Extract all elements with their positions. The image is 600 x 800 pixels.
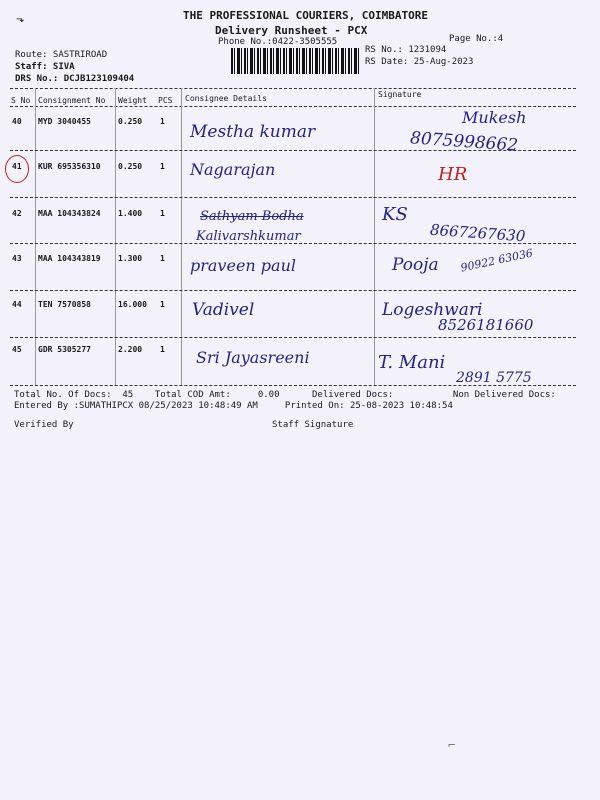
page-number: Page No.:4 xyxy=(449,34,504,44)
row-pcs: 1 xyxy=(160,300,165,309)
col-header-sno: S No xyxy=(11,96,31,105)
row-divider xyxy=(10,337,576,338)
corner-mark: ⬎ xyxy=(16,14,25,25)
row-divider xyxy=(10,290,576,291)
phone-handwriting: 8667267630 xyxy=(429,220,526,246)
row-pcs: 1 xyxy=(160,117,165,126)
phone-handwriting: 8075998662 xyxy=(409,128,519,156)
rs-number: RS No.: 1231094 xyxy=(365,45,447,55)
col-header-weight: Weight xyxy=(118,96,147,105)
col-header-consignment: Consignment No xyxy=(38,96,106,105)
row-sno: 45 xyxy=(12,345,22,354)
row-divider xyxy=(10,385,576,386)
row-weight: 1.400 xyxy=(118,209,143,218)
route: Route: SASTRIROAD xyxy=(15,50,108,60)
totals-line: Total No. Of Docs: 45 Total COD Amt: 0.00 Delivered Docs: Non Delivered Docs: xyxy=(14,390,556,400)
row-consignment: TEN 7570858 xyxy=(38,300,91,309)
row-divider xyxy=(10,150,576,151)
col-divider xyxy=(181,88,182,386)
signature-handwriting: T. Mani xyxy=(378,352,446,373)
rs-date: RS Date: 25-Aug-2023 xyxy=(365,57,474,67)
drs-number: DRS No.: DCJB123109404 xyxy=(15,74,135,84)
consignee-handwriting: Kalivarshkumar xyxy=(196,229,301,244)
row-sno: 42 xyxy=(12,209,22,218)
phone-handwriting: 8526181660 xyxy=(438,316,534,334)
document-title: Delivery Runsheet - PCX xyxy=(215,24,368,37)
col-divider xyxy=(115,88,116,386)
consignee-handwriting: Sathyam Bodha xyxy=(200,209,304,224)
verified-by-label: Verified By xyxy=(14,420,74,430)
entered-by-line: Entered By :SUMATHIPCX 08/25/2023 10:48:49 AM Printed On: 25-08-2023 10:48:54 xyxy=(14,401,453,411)
signature-handwriting: Mukesh xyxy=(462,108,527,127)
row-sno: 43 xyxy=(12,254,22,263)
row-consignment: MAA 104343819 xyxy=(38,254,101,263)
consignee-handwriting: Nagarajan xyxy=(190,160,276,179)
col-header-consignee: Consignee Details xyxy=(185,94,267,103)
row-weight: 1.300 xyxy=(118,254,143,263)
divider xyxy=(10,88,576,89)
row-pcs: 1 xyxy=(160,209,165,218)
phone-number: Phone No.:0422-3505555 xyxy=(218,37,338,47)
row-weight: 16.000 xyxy=(118,300,147,309)
row-sno: 40 xyxy=(12,117,22,126)
staff-signature-label: Staff Signature xyxy=(272,420,354,430)
row-consignment: MAA 104343824 xyxy=(38,209,101,218)
staff: Staff: SIVA xyxy=(15,62,75,72)
divider xyxy=(10,106,576,107)
phone-handwriting: 90922 63036 xyxy=(459,246,535,275)
consignee-handwriting: praveen paul xyxy=(190,256,296,275)
col-header-signature: Signature xyxy=(378,90,422,99)
col-divider xyxy=(374,88,375,386)
phone-handwriting: 2891 5775 xyxy=(456,370,532,386)
col-divider xyxy=(35,88,36,386)
row-pcs: 1 xyxy=(160,254,165,263)
signature-handwriting: Pooja xyxy=(392,255,439,275)
consignee-handwriting: Mestha kumar xyxy=(190,122,316,142)
barcode xyxy=(231,48,359,74)
company-name: THE PROFESSIONAL COURIERS, COIMBATORE xyxy=(183,9,429,22)
consignee-handwriting: Vadivel xyxy=(192,300,255,320)
row-weight: 0.250 xyxy=(118,117,143,126)
row-consignment: GDR 5305277 xyxy=(38,345,91,354)
row-divider xyxy=(10,197,576,198)
consignee-handwriting: Sri Jayasreeni xyxy=(196,348,310,367)
signature-handwriting: HR xyxy=(438,164,468,185)
row-sno: 44 xyxy=(12,300,22,309)
col-header-pcs: PCS xyxy=(158,96,173,105)
row-pcs: 1 xyxy=(160,345,165,354)
row-consignment: MYD 3040455 xyxy=(38,117,91,126)
row-weight: 0.250 xyxy=(118,162,143,171)
row-pcs: 1 xyxy=(160,162,165,171)
row-divider xyxy=(10,243,576,244)
signature-handwriting: Logeshwari xyxy=(382,300,483,320)
row-weight: 2.200 xyxy=(118,345,143,354)
signature-handwriting: KS xyxy=(382,204,408,225)
stray-mark: ⌐ xyxy=(448,738,456,752)
row-consignment: KUR 695356310 xyxy=(38,162,101,171)
row-sno: 41 xyxy=(12,162,22,171)
